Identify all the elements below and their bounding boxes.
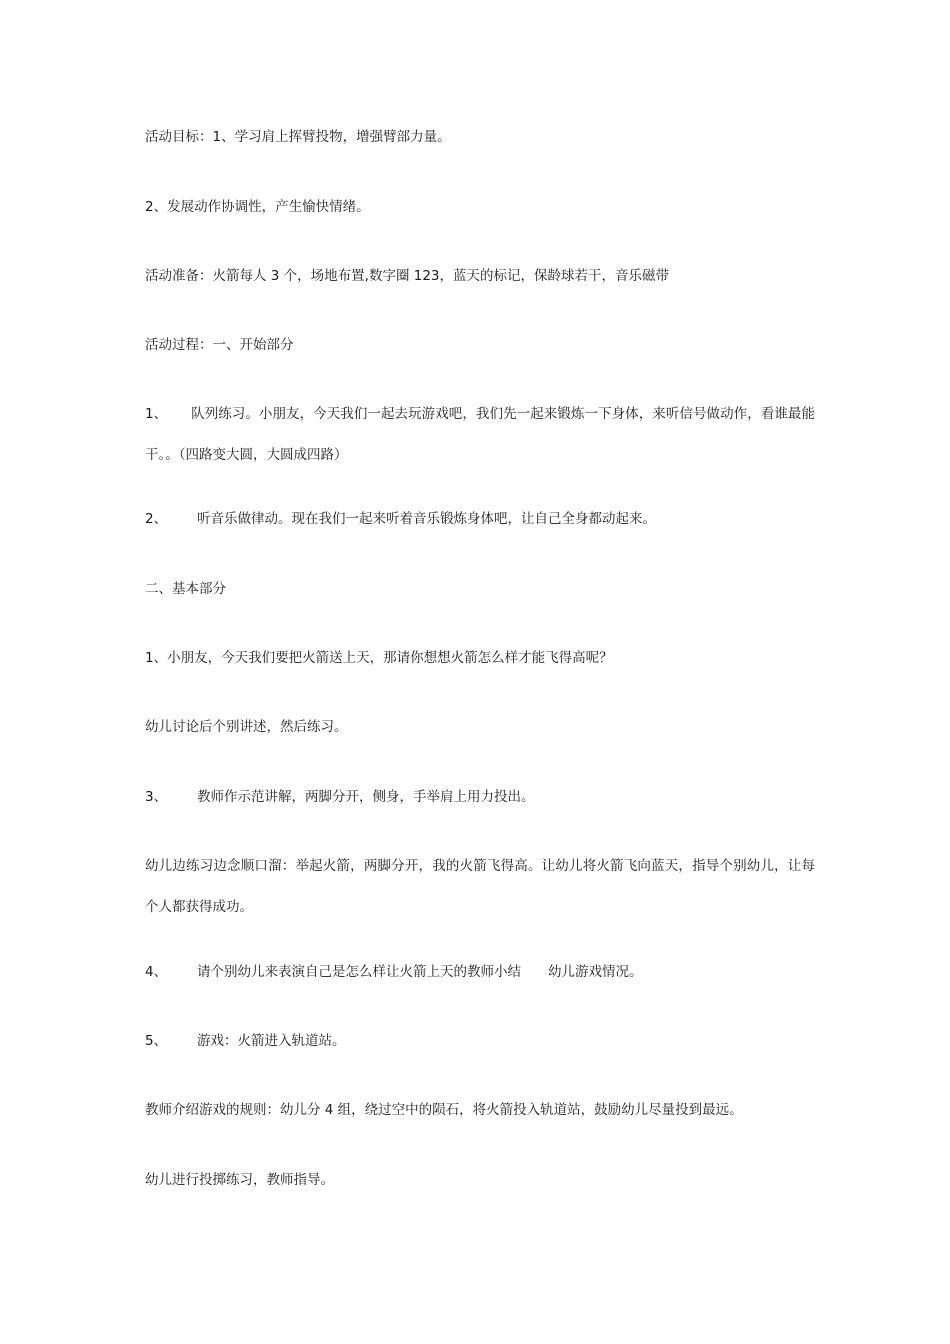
activity-goal-line bbox=[145, 126, 815, 148]
goal-item-2 bbox=[145, 196, 815, 218]
step-4-text: 请个别幼儿来表演自己是怎么样让火箭上天的教师小结 bbox=[197, 964, 521, 980]
step-4-paragraph bbox=[145, 961, 815, 983]
basic-part-heading bbox=[145, 578, 815, 600]
rhyme-paragraph bbox=[145, 846, 815, 928]
activity-preparation-line bbox=[145, 265, 815, 287]
step-3-paragraph bbox=[145, 786, 815, 808]
game-rules-paragraph bbox=[145, 1099, 815, 1121]
step-3-number: 3、 bbox=[145, 789, 168, 805]
activity-process-text: 活动过程：一、开始部分 bbox=[145, 337, 294, 353]
step-5-text: 游戏：火箭进入轨道站。 bbox=[197, 1033, 346, 1049]
step-2-text: 听音乐做律动。现在我们一起来听着音乐锻炼身体吧，让自己全身都动起来。 bbox=[197, 511, 656, 527]
goal-item-2-text: 2、发展动作协调性，产生愉快情绪。 bbox=[145, 199, 370, 215]
step-1-paragraph bbox=[145, 394, 815, 476]
step-5-number: 5、 bbox=[145, 1033, 168, 1049]
step-4-text-continued: 幼儿游戏情况。 bbox=[548, 964, 643, 980]
step-2-paragraph bbox=[145, 508, 815, 530]
step-3-text: 教师作示范讲解，两脚分开，侧身，手举肩上用力投出。 bbox=[197, 789, 535, 805]
step-4-number: 4、 bbox=[145, 964, 168, 980]
step-1-number: 1、 bbox=[145, 406, 168, 422]
throwing-practice-line bbox=[145, 1169, 815, 1191]
throwing-practice-text: 幼儿进行投掷练习，教师指导。 bbox=[145, 1172, 334, 1188]
activity-preparation-text: 活动准备：火箭每人 3 个，场地布置,数字圈 123，蓝天的标记，保龄球若干，音乐磁带 bbox=[145, 268, 670, 284]
children-discussion-line bbox=[145, 716, 815, 738]
step-5-paragraph bbox=[145, 1030, 815, 1052]
basic-step-1 bbox=[145, 647, 815, 669]
activity-goal-text: 活动目标：1、学习肩上挥臂投物，增强臂部力量。 bbox=[145, 129, 451, 145]
rhyme-text: 幼儿边练习边念顺口溜：举起火箭，两脚分开，我的火箭飞得高。让幼儿将火箭飞向蓝天，指导个别幼儿，让每个人都获得成功。 bbox=[145, 858, 815, 915]
basic-step-1-text: 1、小朋友，今天我们要把火箭送上天，那请你想想火箭怎么样才能飞得高呢？ bbox=[145, 650, 613, 666]
basic-part-text: 二、基本部分 bbox=[145, 581, 226, 597]
step-2-number: 2、 bbox=[145, 511, 168, 527]
step-1-text: 队列练习。小朋友，今天我们一起去玩游戏吧，我们先一起来锻炼一下身体，来听信号做动作，看谁最能干。。（四路变大圆，大圆成四路） bbox=[145, 406, 815, 463]
activity-process-heading bbox=[145, 334, 815, 356]
children-discussion-text: 幼儿讨论后个别讲述，然后练习。 bbox=[145, 719, 348, 735]
game-rules-text: 教师介绍游戏的规则：幼儿分 4 组，绕过空中的陨石，将火箭投入轨道站，鼓励幼儿尽量投到最远。 bbox=[145, 1102, 743, 1118]
